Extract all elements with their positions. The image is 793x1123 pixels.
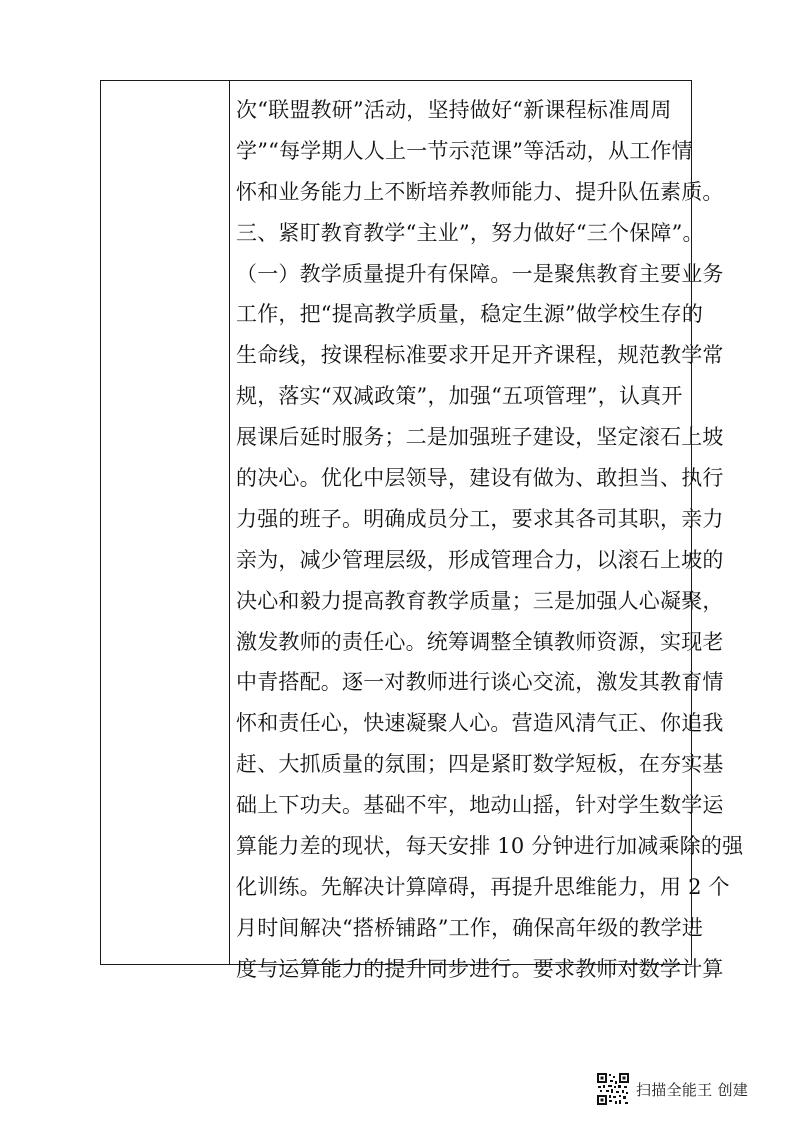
watermark-text: 扫描全能王 创建 xyxy=(636,1080,749,1099)
text-line: 力强的班子。明确成员分工，要求其各司其职，亲力 xyxy=(236,506,724,531)
text-line: 赶、大抓质量的氛围；四是紧盯数学短板，在夯实基 xyxy=(236,752,724,777)
text-line: 怀和责任心，快速凝聚人心。营造风清气正、你追我 xyxy=(236,711,724,736)
text-line: 激发教师的责任心。统筹调整全镇教师资源，实现老 xyxy=(236,629,724,654)
scanner-watermark xyxy=(596,1072,748,1106)
text-line: （一）教学质量提升有保障。一是聚焦教育主要业务 xyxy=(236,261,724,286)
document-table xyxy=(100,80,744,981)
text-line: 三、紧盯教育教学“主业”，努力做好“三个保障”。 xyxy=(236,220,704,245)
text-line: 生命线，按课程标准要求开足开齐课程，规范教学常 xyxy=(236,343,724,368)
text-line: 规，落实“双减政策”，加强“五项管理”，认真开 xyxy=(236,384,683,409)
column-divider xyxy=(229,81,230,964)
text-line: 算能力差的现状，每天安排 10 分钟进行加减乘除的强 xyxy=(236,834,744,859)
text-line: 中青搭配。逐一对教师进行谈心交流，激发其教育情 xyxy=(236,670,724,695)
text-line: 的决心。优化中层领导，建设有做为、敢担当、执行 xyxy=(236,466,724,491)
text-line: 亲为，减少管理层级，形成管理合力，以滚石上坡的 xyxy=(236,547,724,572)
text-line: 月时间解决“搭桥铺路”工作，确保高年级的教学进 xyxy=(236,915,704,940)
text-line: 次“联盟教研”活动，坚持做好“新课程标准周周 xyxy=(236,98,672,122)
text-line: 决心和毅力提高教育教学质量；三是加强人心凝聚， xyxy=(236,588,724,613)
text-line: 怀和业务能力上不断培养教师能力、提升队伍素质。 xyxy=(236,179,724,204)
text-line: 化训练。先解决计算障碍，再提升思维能力，用 2 个 xyxy=(236,874,730,899)
text-line: 工作，把“提高教学质量，稳定生源”做学校生存的 xyxy=(236,302,704,327)
text-line: 展课后延时服务；二是加强班子建设，坚定滚石上坡 xyxy=(236,425,724,450)
text-line: 础上下功夫。基础不牢，地动山摇，针对学生数学运 xyxy=(236,793,724,818)
text-line: 度与运算能力的提升同步进行。要求教师对数学计算 xyxy=(236,956,724,981)
qr-code-icon xyxy=(596,1072,630,1106)
table-text-cell xyxy=(236,90,744,990)
text-line: 学”“每学期人人上一节示范课”等活动，从工作情 xyxy=(236,138,693,163)
